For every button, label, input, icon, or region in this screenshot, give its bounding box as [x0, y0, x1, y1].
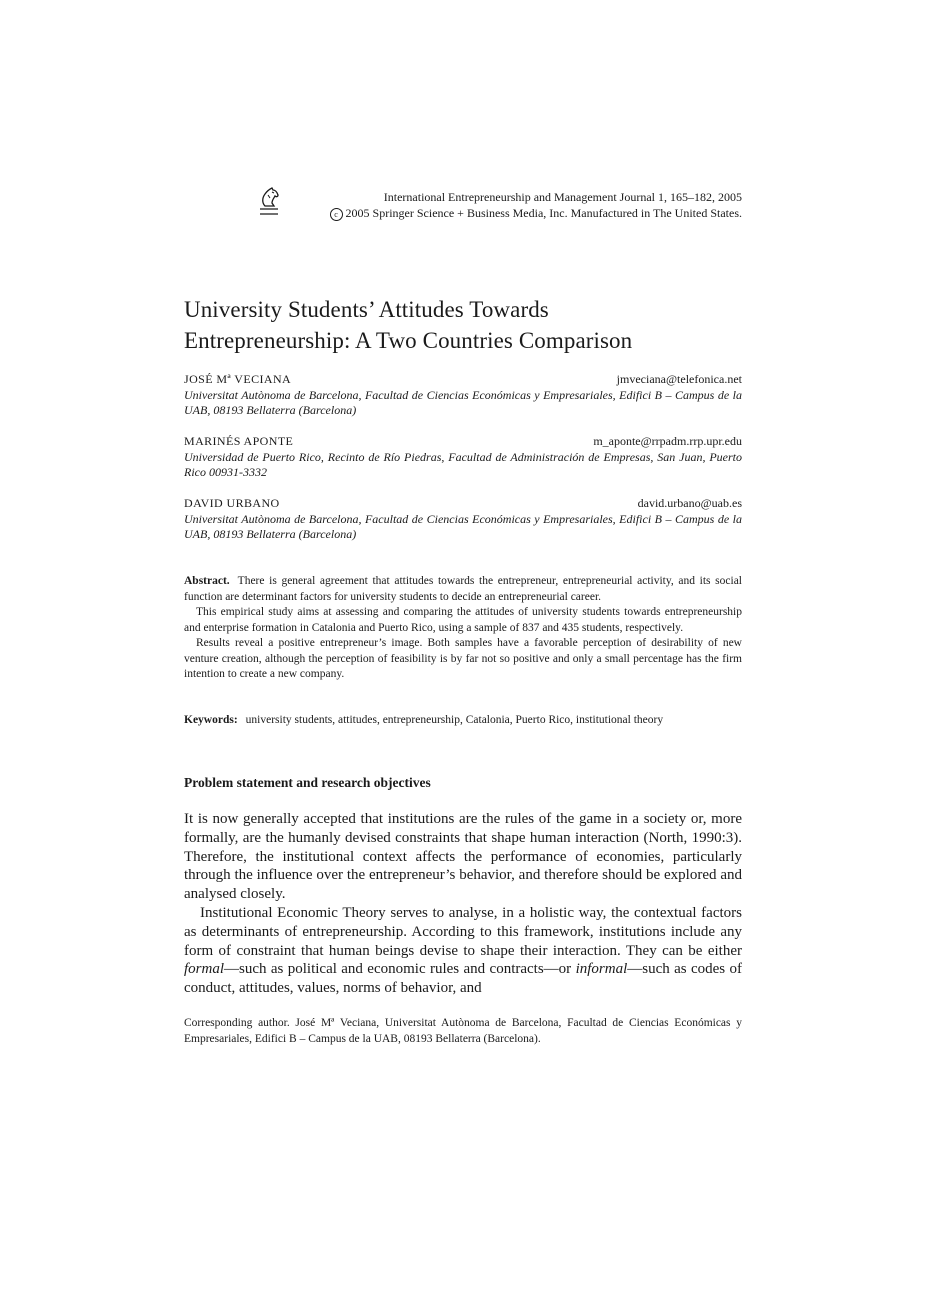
section-heading: Problem statement and research objectives — [184, 775, 431, 790]
emphasis-informal: informal — [575, 961, 628, 978]
body-paragraph: It is now generally accepted that institutions are the rules of the game in a society or, more formally, are the humanly devised constraints that shape human interaction (North, 1990:3). Therefore, the institutional context affects the performance of economies, particularly through the influence over the entrepreneur’s behavior, and therefore should be explored and analysed closely. — [184, 811, 742, 903]
author-email: m_aponte@rrpadm.rrp.upr.edu — [593, 434, 742, 448]
keywords-label: Keywords: — [184, 714, 238, 726]
paper-title-line-1: University Students’ Attitudes Towards — [184, 297, 549, 322]
abstract-label: Abstract. — [184, 575, 230, 587]
author-block — [184, 434, 742, 481]
body-paragraph — [184, 904, 742, 998]
journal-citation: International Entrepreneurship and Management Journal 1, 165–182, 2005 — [383, 190, 742, 204]
paper-title — [184, 294, 742, 356]
abstract-paragraph: Results reveal a positive entrepreneur’s image. Both samples have a favorable perception of desirability of new venture creation, although the perception of feasibility is by far not so positive and only a small percentage has the firm intention to create a new company. — [184, 637, 742, 680]
author-email: jmveciana@telefonica.net — [616, 372, 742, 386]
keywords — [184, 713, 742, 729]
copyright-line — [330, 205, 742, 221]
body-text-run: Institutional Economic Theory serves to analyse, in a holistic way, the contextual factors as determinants of entrepreneurship. According to this framework, institutions include any form of constraint that human beings devise to shape their interaction. They can be either — [184, 904, 742, 959]
author-affiliation: Universidad de Puerto Rico, Recinto de Río Piedras, Facultad de Administración de Empresas, San Juan, Puerto Rico 00931-3332 — [184, 449, 742, 479]
abstract — [184, 574, 742, 683]
keywords-text: university students, attitudes, entrepreneurship, Catalonia, Puerto Rico, institutional theory — [245, 714, 664, 726]
author-email: david.urbano@uab.es — [637, 496, 742, 510]
body-text-run: —such as political and economic rules and contracts—or — [224, 961, 576, 978]
abstract-paragraph: This empirical study aims at assessing and comparing the attitudes of university students towards entrepreneurship and enterprise formation in Catalonia and Puerto Rico, using a sample of 837 and 435 students, respectively. — [184, 606, 742, 634]
body-text — [184, 810, 742, 998]
body-text-run: —such as codes of conduct, attitudes, values, norms of behavior, and — [184, 961, 743, 997]
author-name: MARINÉS APONTE — [184, 434, 294, 448]
author-block — [184, 496, 742, 543]
copyright-icon: c — [330, 208, 343, 221]
abstract-paragraph: There is general agreement that attitudes towards the entrepreneur, entrepreneurial activity, and its social function are determinant factors for university students to decide an entrepreneurial career. — [184, 575, 742, 603]
author-block — [184, 372, 742, 419]
journal-header — [256, 186, 742, 222]
paper-title-line-2: Entrepreneurship: A Two Countries Comparison — [184, 328, 633, 353]
springer-horse-logo-icon — [256, 186, 282, 216]
emphasis-formal: formal — [184, 961, 225, 978]
copyright-text: 2005 Springer Science + Business Media, Inc. Manufactured in The United States. — [345, 206, 742, 220]
author-name: JOSÉ Mª VECIANA — [184, 372, 292, 386]
author-affiliation: Universitat Autònoma de Barcelona, Facultad de Ciencias Económicas y Empresariales, Edifici B – Campus de la UAB, 08193 Bellaterra (Barcelona) — [184, 387, 742, 417]
author-affiliation: Universitat Autònoma de Barcelona, Facultad de Ciencias Económicas y Empresariales, Edifici B – Campus de la UAB, 08193 Bellaterra (Barcelona) — [184, 511, 742, 541]
author-name: DAVID URBANO — [184, 496, 280, 510]
footnote: Corresponding author. José Mª Veciana, Universitat Autònoma de Barcelona, Facultad de Ciencias Económicas y Empresariales, Edifici B – Campus de la UAB, 08193 Bellaterra (Barcelona). — [184, 1017, 742, 1045]
